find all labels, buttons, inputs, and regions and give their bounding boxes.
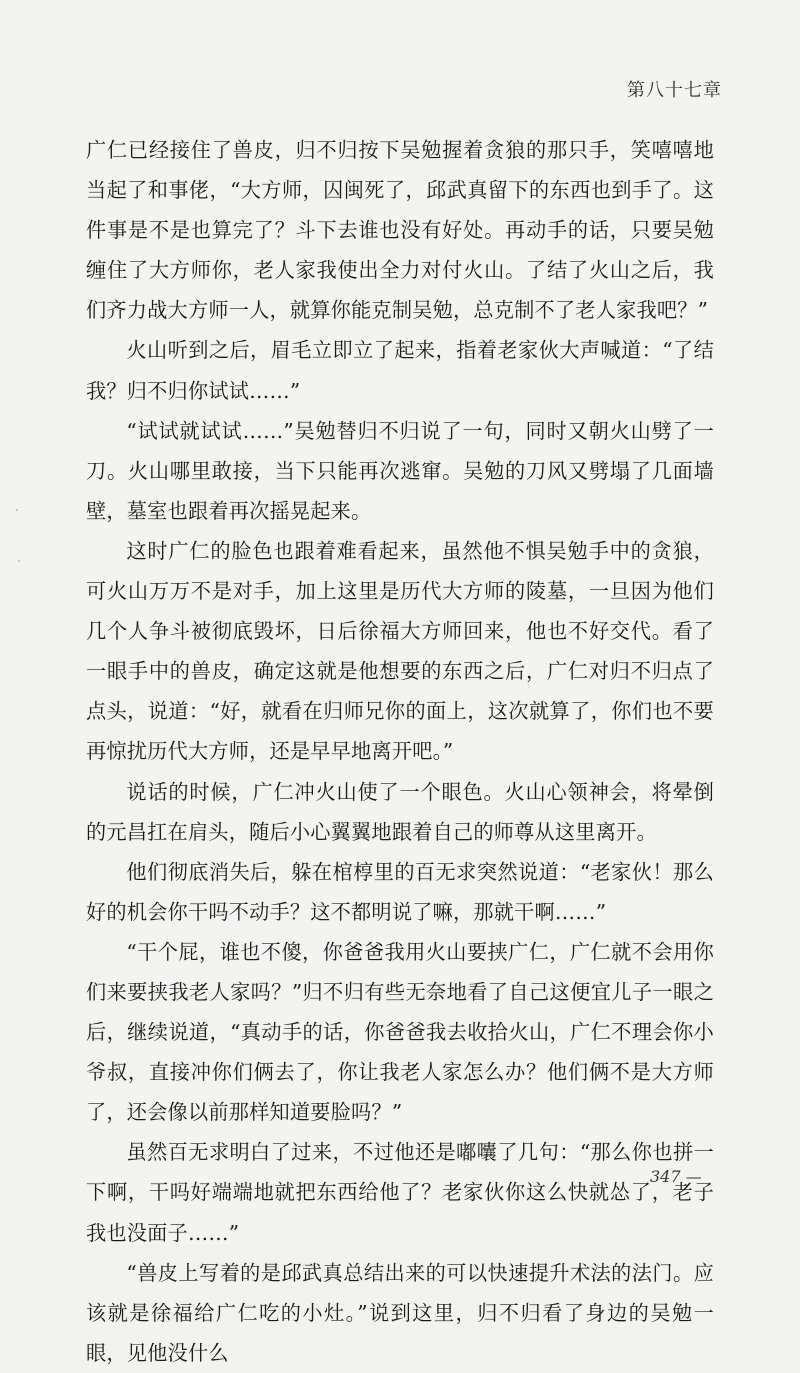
paper-speck [16, 509, 18, 511]
body-text [86, 130, 714, 1373]
paragraph: “干个屁，谁也不傻，你爸爸我用火山要挟广仁，广仁就不会用你们来要挟我老人家吗？”归不归有些无奈地看了自己这便宜儿子一眼之后，继续说道，“真动手的话，你爸爸我去收拾火山，广仁不理会你小爷叔，直接冲你们俩去了，你让我老人家怎么办？他们俩不是大方师了，还会像以前那样知道要脸吗？” [86, 939, 714, 1125]
paper-speck [18, 560, 20, 562]
paragraph: 这时广仁的脸色也跟着难看起来，虽然他不惧吴勉手中的贪狼，可火山万万不是对手，加上这里是历代大方师的陵墓，一旦因为他们几个人争斗被彻底毁坏，日后徐福大方师回来，他也不好交代。看了一眼手中的兽皮，确定这就是他想要的东西之后，广仁对归不归点了点头，说道：“好，就看在归师兄你的面上，这次就算了，你们也不要再惊扰历代大方师，还是早早地离开吧。” [86, 538, 714, 764]
paragraph: “兽皮上写着的是邱武真总结出来的可以快速提升术法的法门。应该就是徐福给广仁吃的小灶。”说到这里，归不归看了身边的吴勉一眼，见他没什么 [86, 1260, 714, 1365]
paragraph: 火山听到之后，眉毛立即立了起来，指着老家伙大声喊道：“了结我？归不归你试试……” [86, 338, 714, 403]
page-number: 347 — [650, 1167, 702, 1186]
paragraph: 说话的时候，广仁冲火山使了一个眼色。火山心领神会，将晕倒的元昌扛在肩头，随后小心翼翼地跟着自己的师尊从这里离开。 [86, 779, 714, 844]
paragraph: 他们彻底消失后，躲在棺椁里的百无求突然说道：“老家伙！那么好的机会你干吗不动手？这不都明说了嘛，那就干啊……” [86, 859, 714, 924]
chapter-header: 第八十七章 [627, 80, 722, 101]
paragraph: “试试就试试……”吴勉替归不归说了一句，同时又朝火山劈了一刀。火山哪里敢接，当下只能再次逃窜。吴勉的刀风又劈塌了几面墙壁，墓室也跟着再次摇晃起来。 [86, 418, 714, 523]
paragraph: 广仁已经接住了兽皮，归不归按下吴勉握着贪狼的那只手，笑嘻嘻地当起了和事佬，“大方师，囚闽死了，邱武真留下的东西也到手了。这件事是不是也算完了？斗下去谁也没有好处。再动手的话，只要吴勉缠住了大方师你，老人家我使出全力对付火山。了结了火山之后，我们齐力战大方师一人，就算你能克制吴勉，总克制不了老人家我吧？” [86, 138, 714, 323]
paragraph: 虽然百无求明白了过来，不过他还是嘟囔了几句：“那么你也拼一下啊，干吗好端端地就把东西给他了？老家伙你这么快就怂了，老子我也没面子……” [86, 1140, 714, 1245]
